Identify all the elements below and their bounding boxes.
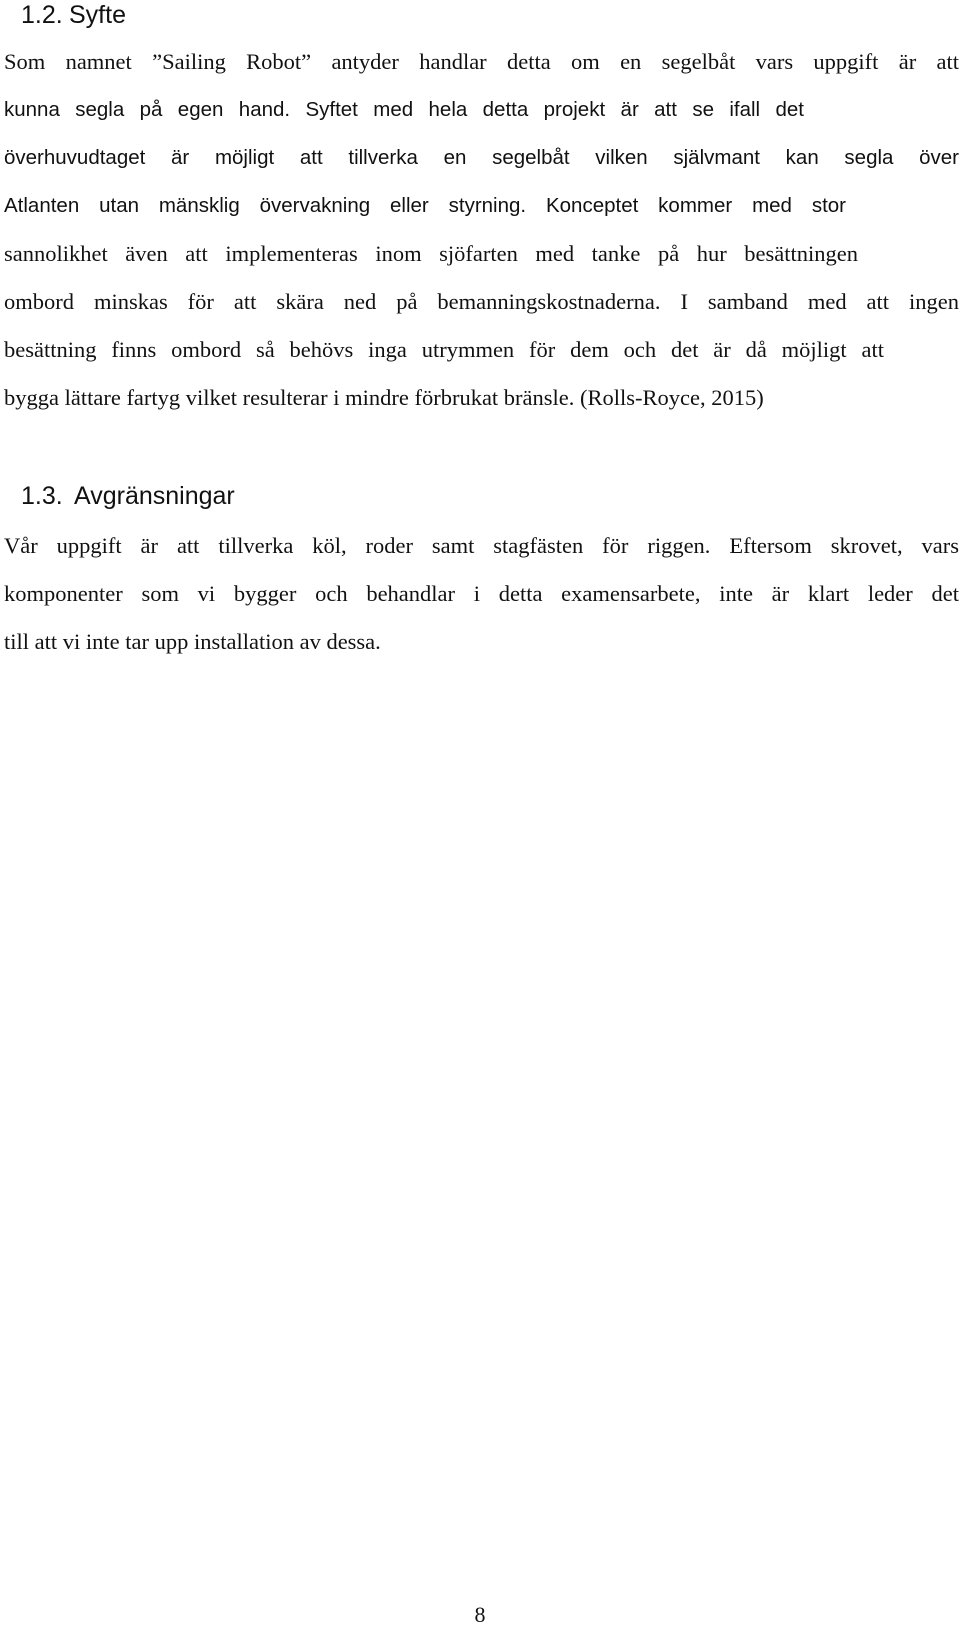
paragraph-syfte [4, 38, 959, 422]
text-line: kunna segla på egen hand. Syftet med hela detta projekt är att se ifall det [4, 98, 804, 121]
text-line: ombord minskas för att skära ned på bemanningskostnaderna. I samband med att ingen [4, 289, 959, 314]
section-number: 1.2. [21, 1, 63, 29]
paragraph-avgransningar [4, 522, 959, 666]
section-heading-syfte [21, 0, 126, 30]
text-line: överhuvudtaget är möjligt att tillverka en segelbåt vilken självmant kan segla över [4, 146, 959, 169]
section-title: Avgränsningar [74, 482, 235, 510]
text-line: sannolikhet även att implementeras inom sjöfarten med tanke på hur besättningen [4, 241, 858, 266]
text-line: Som namnet ”Sailing Robot” antyder handlar detta om en segelbåt vars uppgift är att [4, 49, 959, 74]
text-line: komponenter som vi bygger och behandlar i detta examensarbete, inte är klart leder det [4, 581, 959, 606]
section-title: Syfte [69, 1, 126, 29]
text-line: Atlanten utan mänsklig övervakning eller styrning. Konceptet kommer med stor [4, 194, 846, 217]
page-number: 8 [474, 1602, 486, 1627]
section-heading-avgransningar [21, 481, 235, 511]
text-line: besättning finns ombord så behövs inga utrymmen för dem och det är då möjligt att [4, 337, 884, 362]
text-line: till att vi inte tar upp installation av dessa. [4, 629, 381, 654]
text-line: Vår uppgift är att tillverka köl, roder samt stagfästen för riggen. Eftersom skrovet, vars [4, 533, 959, 558]
section-number: 1.3. [21, 482, 63, 510]
text-line: bygga lättare fartyg vilket resulterar i mindre förbrukat bränsle. (Rolls-Royce, 2015) [4, 385, 764, 410]
